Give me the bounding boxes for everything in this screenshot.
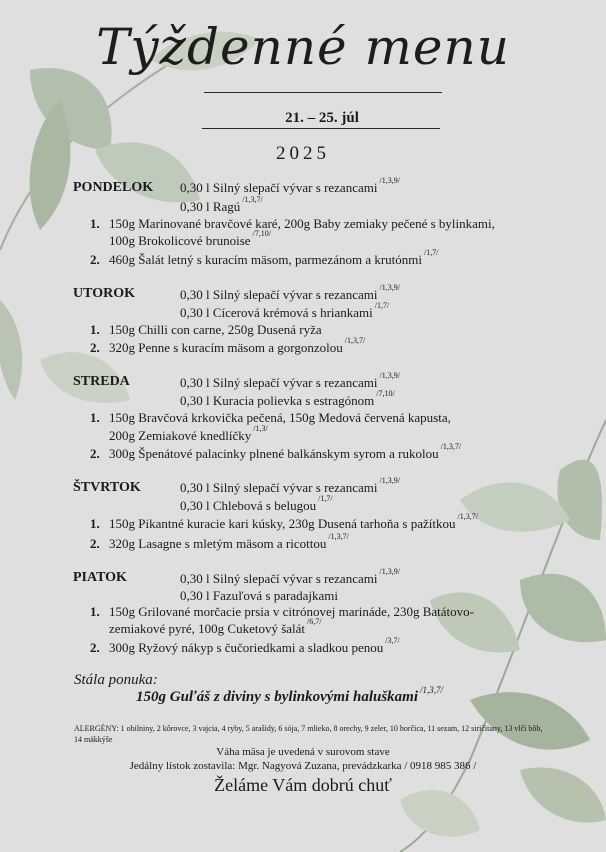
date-underline (202, 128, 440, 129)
permanent-offer-dish: 150g Guľáš z diviny s bylinkovými haluškami $^{/1,3,7/}$ (136, 685, 444, 705)
soup-item: 0,30 l Ragú $^{/1,3,7/}$ (180, 195, 263, 214)
main-dish: 1. 150g Bravčová krkovička pečená, 150g Medová červená kapusta, (90, 410, 451, 425)
day-heading: PONDELOK (73, 180, 154, 195)
soup-item: 0,30 l Silný slepačí vývar s rezancami $^{/1,3,9/}$ (180, 283, 400, 302)
day-heading: STREDA (73, 374, 130, 389)
main-dish: 1. 150g Marinované bravčové karé, 200g Baby zemiaky pečené s bylinkami, (90, 216, 495, 231)
day-heading: PIATOK (73, 570, 127, 585)
main-dish: 1. 150g Chilli con carne, 250g Dusená ryža (90, 322, 322, 337)
main-dish: 1. 150g Pikantné kuracie kari kúsky, 230g Dusená tarhoňa s pažítkou $^{/1,3,7/}$ (90, 512, 478, 531)
soup-item: 0,30 l Silný slepačí vývar s rezancami $^{/1,3,9/}$ (180, 476, 400, 495)
main-dish-continued: 200g Zemiakové knedlíčky $^{/1,3/}$ (109, 424, 268, 443)
soup-item: 0,30 l Kuracia polievka s estragónom $^{/7,10/}$ (180, 389, 395, 408)
main-dish: 2. 320g Lasagne s mletým mäsom a ricottou $^{/1,3,7/}$ (90, 532, 349, 551)
weight-note: Váha mäsa je uvedená v surovom stave (216, 746, 390, 758)
day-heading: UTOROK (73, 286, 135, 301)
day-heading: ŠTVRTOK (73, 480, 141, 495)
main-dish-continued: 100g Brokolicové brunoise $^{/7,10/}$ (109, 229, 271, 248)
closing-wish: Želáme Vám dobrú chuť (214, 775, 392, 795)
permanent-offer-label: Stála ponuka: (74, 672, 158, 688)
soup-item: 0,30 l Silný slepačí vývar s rezancami $^{/1,3,9/}$ (180, 567, 400, 586)
date-range: 21. – 25. júl (285, 110, 359, 126)
menu-title: Týždenné menu (96, 18, 510, 76)
title-underline (204, 92, 442, 93)
soup-item: 0,30 l Silný slepačí vývar s rezancami $^{/1,3,9/}$ (180, 176, 400, 195)
soup-item: 0,30 l Silný slepačí vývar s rezancami $^{/1,3,9/}$ (180, 371, 400, 390)
main-dish: 2. 300g Ryžový nákyp s čučoriedkami a sladkou penou $^{/3,7/}$ (90, 636, 400, 655)
soup-item: 0,30 l Fazuľová s paradajkami (180, 588, 338, 603)
main-dish-continued: zemiakové pyré, 100g Cuketový šalát $^{/6,7/}$ (109, 617, 322, 636)
main-dish: 1. 150g Grilované morčacie prsia v citrónovej marináde, 230g Batátovo- (90, 604, 474, 619)
menu-author: Jedálny lístok zostavila: Mgr. Nagyová Zuzana, prevádzkarka / 0918 985 386 / (129, 760, 477, 772)
year: 2025 (276, 143, 330, 164)
main-dish: 2. 460g Šalát letný s kuracím mäsom, parmezánom a krutónmi $^{/1,7/}$ (90, 248, 439, 267)
main-dish: 2. 300g Špenátové palacinky plnené balkánskym syrom a rukolou $^{/1,3,7/}$ (90, 442, 462, 461)
soup-item: 0,30 l Cícerová krémová s hriankami $^{/1,7/}$ (180, 301, 390, 320)
soup-item: 0,30 l Chlebová s belugou $^{/1,7/}$ (180, 494, 333, 513)
allergens-legend: ALERGÉNY: 1 obilniny, 2 kôrovce, 3 vajcia, 4 ryby, 5 arašidy, 6 sója, 7 mlieko, 8 orechy, 9 zeler, 10 horčica, 11 sezam, 12 siričitany, 13 vlčí bôb, 14 mäkkýše (74, 724, 543, 744)
main-dish: 2. 320g Penne s kuracím mäsom a gorgonzolou $^{/1,3,7/}$ (90, 336, 366, 355)
